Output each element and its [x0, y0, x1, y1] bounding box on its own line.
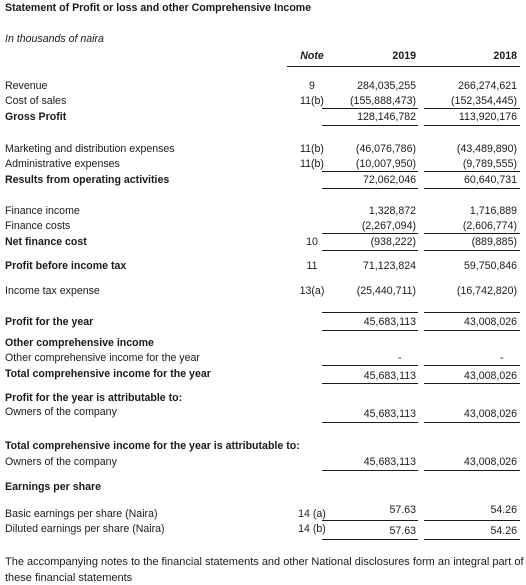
value-2018: (9,789,555) — [462, 158, 517, 170]
value-2018: (2,606,774) — [462, 220, 517, 232]
subtotal-rule — [424, 171, 520, 172]
value-2019: 284,035,255 — [357, 80, 416, 92]
value-2019: (10,007,950) — [355, 158, 416, 170]
subtotal-rule — [424, 330, 520, 331]
value-2018: (889,885) — [471, 236, 517, 248]
row-note: 9 — [309, 80, 315, 92]
value-2019: 1,328,872 — [368, 205, 416, 217]
value-2018: (43,489,890) — [456, 143, 517, 155]
row-label: Net finance cost — [5, 236, 87, 248]
value-2019: (46,076,786) — [355, 143, 416, 155]
section-heading: Total comprehensive income for the year is attributable to: — [5, 440, 300, 452]
value-2018: 60,640,731 — [463, 174, 517, 186]
row-note: 11(b) — [300, 158, 324, 170]
value-2018: 113,920,176 — [458, 111, 517, 123]
row-label: Profit before income tax — [5, 260, 127, 272]
header-underline — [287, 66, 520, 67]
value-2018: 59,750,846 — [463, 260, 517, 272]
total-rule — [322, 539, 418, 540]
row-label: Other comprehensive income for the year — [5, 352, 200, 364]
footer-note-line1: The accompanying notes to the financial statements and other National disclosures form an integral part of — [5, 556, 524, 568]
footer-note-line2: these financial statements — [5, 572, 133, 584]
subtotal-rule — [322, 188, 418, 189]
value-2018: 43,008,026 — [463, 370, 517, 382]
row-label: Owners of the company — [5, 406, 117, 418]
value-2019: 57.63 — [389, 504, 416, 516]
value-2019: 71,123,824 — [362, 260, 416, 272]
value-2019: (938,222) — [370, 236, 416, 248]
value-2018: 266,274,621 — [458, 80, 517, 92]
subtotal-rule — [322, 520, 418, 521]
subtotal-rule — [424, 520, 520, 521]
subtotal-rule — [424, 125, 520, 126]
value-2018: 43,008,026 — [463, 456, 517, 468]
total-rule — [322, 422, 418, 423]
subtotal-rule — [424, 365, 520, 366]
subtotal-rule — [322, 171, 418, 172]
section-heading: Profit for the year is attributable to: — [5, 392, 183, 404]
row-label: Marketing and distribution expenses — [5, 143, 175, 155]
row-note: 11 — [306, 260, 318, 272]
row-label: Basic earnings per share (Naira) — [5, 508, 158, 520]
row-label: Results from operating activities — [5, 174, 170, 186]
statement-title: Statement of Profit or loss and other Comprehensive Income — [5, 2, 312, 14]
total-rule — [322, 383, 418, 384]
value-2018: (152,354,445) — [451, 95, 517, 107]
value-2019: 72,062,046 — [362, 174, 416, 186]
subtotal-rule — [322, 125, 418, 126]
total-rule — [322, 470, 418, 471]
subtotal-rule — [322, 108, 418, 109]
value-2019: 45,683,113 — [363, 408, 416, 420]
value-2019: 45,683,113 — [363, 370, 416, 382]
row-label: Total comprehensive income for the year — [5, 368, 211, 380]
subtotal-rule — [322, 250, 418, 251]
row-label: Administrative expenses — [5, 158, 120, 170]
row-label: Gross Profit — [5, 111, 67, 123]
subtotal-rule — [424, 250, 520, 251]
year-2018-column-header: 2018 — [493, 50, 517, 62]
row-label: Diluted earnings per share (Naira) — [5, 523, 165, 535]
subtotal-rule — [424, 108, 520, 109]
total-rule — [424, 422, 520, 423]
row-note: 13(a) — [299, 285, 325, 297]
value-2018: 43,008,026 — [463, 316, 517, 328]
row-label: Cost of sales — [5, 95, 67, 107]
row-label: Profit for the year — [5, 316, 94, 328]
row-note: 11(b) — [300, 95, 324, 107]
row-label: Income tax expense — [5, 285, 100, 297]
subtotal-rule — [322, 365, 418, 366]
row-note: 11(b) — [300, 143, 324, 155]
total-rule — [424, 383, 520, 384]
total-rule — [424, 470, 520, 471]
section-heading: Other comprehensive income — [5, 337, 154, 349]
value-2019: (2,267,094) — [361, 220, 416, 232]
value-2019: 57.63 — [389, 525, 416, 537]
row-note: 14 (b) — [298, 523, 326, 535]
value-2018: 54.26 — [490, 504, 517, 516]
value-2019: (25,440,711) — [356, 285, 416, 297]
note-column-header: Note — [300, 50, 324, 62]
row-note: 10 — [306, 236, 318, 248]
currency-unit-subtitle: In thousands of naira — [5, 33, 104, 45]
value-2019: 128,146,782 — [357, 111, 416, 123]
row-label: Revenue — [5, 80, 48, 92]
subtotal-rule — [424, 188, 520, 189]
value-2018: (16,742,820) — [456, 285, 517, 297]
subtotal-rule — [424, 233, 520, 234]
section-heading: Earnings per share — [5, 481, 101, 493]
subtotal-rule — [322, 312, 418, 313]
value-2019: - — [398, 352, 402, 364]
value-2019: 45,683,113 — [363, 316, 416, 328]
subtotal-rule — [424, 312, 520, 313]
value-2018: - — [500, 352, 504, 364]
value-2019: 45,683,113 — [363, 456, 416, 468]
total-rule — [424, 539, 520, 540]
subtotal-rule — [322, 233, 418, 234]
value-2018: 1,716,889 — [469, 205, 517, 217]
row-note: 14 (a) — [298, 508, 326, 520]
value-2018: 43,008,026 — [463, 408, 517, 420]
row-label: Finance income — [5, 205, 80, 217]
year-2019-column-header: 2019 — [392, 50, 416, 62]
value-2019: (155,888,473) — [350, 95, 416, 107]
row-label: Owners of the company — [5, 456, 117, 468]
row-label: Finance costs — [5, 220, 71, 232]
value-2018: 54.26 — [490, 525, 517, 537]
subtotal-rule — [322, 330, 418, 331]
